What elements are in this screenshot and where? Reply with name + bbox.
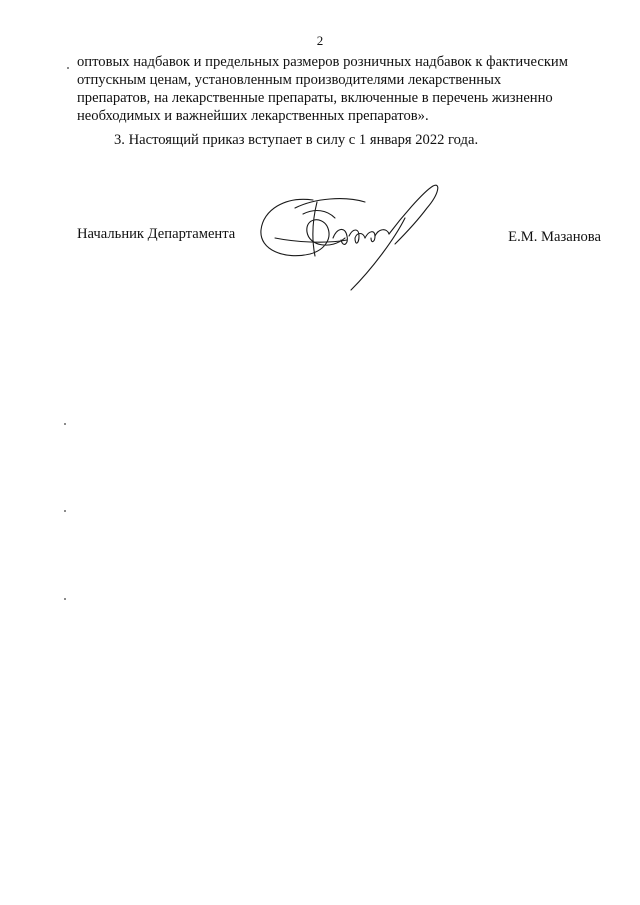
paragraph-continuation <box>77 53 601 125</box>
line-2-word-4: производителями <box>295 72 405 88</box>
paragraph-line-4: необходимых и важнейших лекарственных препаратов». <box>77 108 429 124</box>
paragraph-line-3: препаратов, на лекарственные препараты, включенные в перечень жизненно <box>77 90 553 106</box>
paragraph-line-1: оптовых надбавок и предельных размеров розничных надбавок к фактическим <box>77 54 568 70</box>
scan-speck <box>64 423 66 425</box>
signer-name: Е.М. Мазанова <box>508 229 601 245</box>
page-number: 2 <box>316 33 324 48</box>
line-2-word-2: ценам, <box>149 72 192 88</box>
line-2-word-1: отпускным <box>77 72 147 88</box>
line-2-word-3: установленным <box>194 72 292 88</box>
paragraph-line-2 <box>77 71 601 89</box>
scan-speck <box>64 510 66 512</box>
scan-speck <box>67 67 69 69</box>
line-2-word-5: лекарственных <box>407 72 502 88</box>
signer-position: Начальник Департамента <box>77 226 236 242</box>
scan-speck <box>64 598 66 600</box>
handwritten-signature <box>255 178 445 293</box>
paragraph-effective-date: 3. Настоящий приказ вступает в силу с 1 января 2022 года. <box>114 132 479 148</box>
